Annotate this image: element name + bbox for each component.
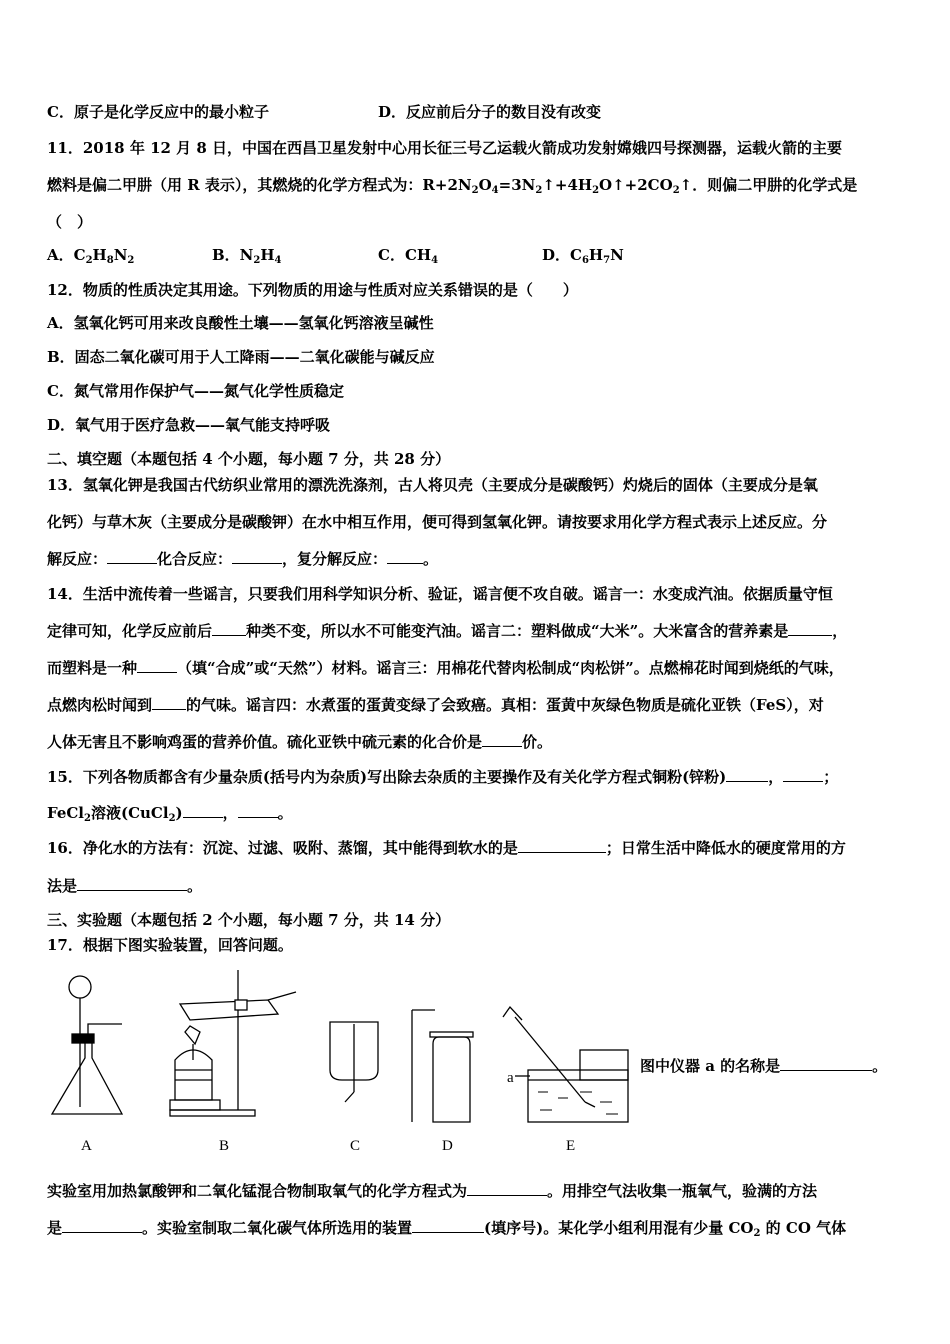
q14-line2: 定律可知，化学反应前后 种类不变，所以水不可能变汽油。谣言二：塑料做成“大米”。大米富含的营养素是 ，	[47, 622, 848, 640]
blank[interactable]	[518, 838, 606, 853]
blank[interactable]	[482, 732, 522, 747]
blank[interactable]	[387, 549, 423, 564]
blank[interactable]	[232, 549, 282, 564]
apparatus-a-flask-icon	[52, 976, 122, 1114]
q10-option-d: D．反应前后分子的数目没有改变	[378, 103, 602, 121]
q14-line3: 而塑料是一种 （填“合成”或“天然”）材料。谣言三：用棉花代替肉松制成“肉松饼”。点燃棉花时闻到烧纸的气味，	[47, 659, 844, 677]
apparatus-b-heating-setup-icon	[170, 970, 296, 1116]
instrument-label-a: a	[507, 1070, 514, 1086]
blank[interactable]	[238, 803, 278, 818]
figure-label-a: A	[81, 1138, 92, 1154]
q17-stem: 17．根据下图实验装置，回答问题。	[47, 936, 293, 954]
q12-option-c: C．氮气常用作保护气——氮气化学性质稳定	[47, 382, 344, 400]
q12-option-a: A．氢氧化钙可用来改良酸性土壤——氢氧化钙溶液呈碱性	[47, 314, 434, 332]
q17-instrument-question: 图中仪器 a 的名称是 。	[640, 1057, 888, 1075]
q11-line1: 11．2018 年 12 月 8 日，中国在西昌卫星发射中心用长征三号乙运载火箭成功发射嫦娥四号探测器，运载火箭的主要	[47, 139, 843, 157]
section-2-heading: 二、填空题（本题包括 4 个小题，每小题 7 分，共 28 分）	[47, 450, 451, 468]
blank[interactable]	[783, 767, 823, 782]
lab-apparatus-figure	[40, 962, 640, 1137]
q12-option-b: B．固态二氧化碳可用于人工降雨——二氧化碳能与碱反应	[47, 348, 435, 366]
q14-line4: 点燃肉松时闻到 的气味。谣言四：水煮蛋的蛋黄变绿了会致癌。真相：蛋黄中灰绿色物质是硫化亚铁（FeS），对	[47, 696, 824, 714]
q11-option-b: B．$N_2H_4$	[212, 246, 282, 266]
q13-line1: 13．氢氧化钾是我国古代纺织业常用的漂洗洗涤剂，古人将贝壳（主要成分是碳酸钙）灼烧后的固体（主要成分是氧	[47, 476, 818, 494]
q16-line2: 法是 。	[47, 877, 203, 895]
blank[interactable]	[77, 876, 187, 891]
figure-label-c: C	[350, 1138, 361, 1154]
blank[interactable]	[788, 621, 832, 636]
blank[interactable]	[212, 621, 246, 636]
q13-line2: 化钙）与草木灰（主要成分是碳酸钾）在水中相互作用，便可得到氢氧化钾。请按要求用化学方程式表示上述反应。分	[47, 513, 828, 531]
q13-line3: 解反应： 化合反应： ，复分解反应： 。	[47, 550, 439, 568]
blank[interactable]	[183, 803, 223, 818]
figure-label-e: E	[566, 1138, 576, 1154]
q14-line5: 人体无害且不影响鸡蛋的营养价值。硫化亚铁中硫元素的化合价是 价。	[47, 733, 553, 751]
blank[interactable]	[137, 658, 177, 673]
q16-line1: 16．净化水的方法有：沉淀、过滤、吸附、蒸馏，其中能得到软水的是 ；日常生活中降低水的硬度常用的方	[47, 839, 846, 857]
apparatus-d-gas-bottle-icon	[412, 1010, 473, 1122]
q12-stem: 12．物质的性质决定其用途。下列物质的用途与性质对应关系错误的是（ ）	[47, 281, 578, 299]
q11-option-c: C．$CH_4$	[378, 246, 439, 266]
apparatus-c-bottle-icon	[330, 1022, 378, 1102]
figure-label-b: B	[219, 1138, 230, 1154]
section-3-heading: 三、实验题（本题包括 2 个小题，每小题 7 分，共 14 分）	[47, 911, 451, 929]
figure-label-d: D	[442, 1138, 453, 1154]
q11-answer-bracket: （ ）	[47, 213, 93, 231]
q11-line2: 燃料是偏二甲肼（用 R 表示），其燃烧的化学方程式为：$R+2N_2O_4=3N_2↑+4H_2O↑+2CO_2↑$．则偏二甲肼的化学式是	[47, 176, 858, 196]
q12-option-d: D．氧气用于医疗急救——氧气能支持呼吸	[47, 416, 331, 434]
q15-line2: FeCl$_2$溶液(CuCl$_2$) ， 。	[47, 804, 293, 824]
q11-option-d: D．$C_6H_7N$	[542, 246, 624, 266]
q17-line1: 实验室用加热氯酸钾和二氧化锰混合物制取氧气的化学方程式为 。用排空气法收集一瓶氧气，验满的方法	[47, 1182, 818, 1200]
q10-option-c: C．原子是化学反应中的最小粒子	[47, 103, 269, 121]
apparatus-e-water-trough-icon	[503, 1007, 628, 1122]
blank[interactable]	[62, 1218, 142, 1233]
q14-line1: 14．生活中流传着一些谣言，只要我们用科学知识分析、验证，谣言便不攻自破。谣言一：水变成汽油。依据质量守恒	[47, 585, 833, 603]
q15-line1: 15．下列各物质都含有少量杂质(括号内为杂质)写出除去杂质的主要操作及有关化学方程式铜粉(锌粉) ， ；	[47, 768, 839, 786]
blank[interactable]	[412, 1218, 484, 1233]
blank[interactable]	[726, 767, 768, 782]
blank[interactable]	[107, 549, 157, 564]
blank[interactable]	[780, 1056, 872, 1071]
blank[interactable]	[152, 695, 186, 710]
blank[interactable]	[467, 1181, 547, 1196]
q17-line2: 是 。实验室制取二氧化碳气体所选用的装置 (填序号)。某化学小组利用混有少量 $CO_2$ 的 CO 气体	[47, 1219, 847, 1239]
q11-option-a: A．$C_2H_8N_2$	[47, 246, 135, 266]
